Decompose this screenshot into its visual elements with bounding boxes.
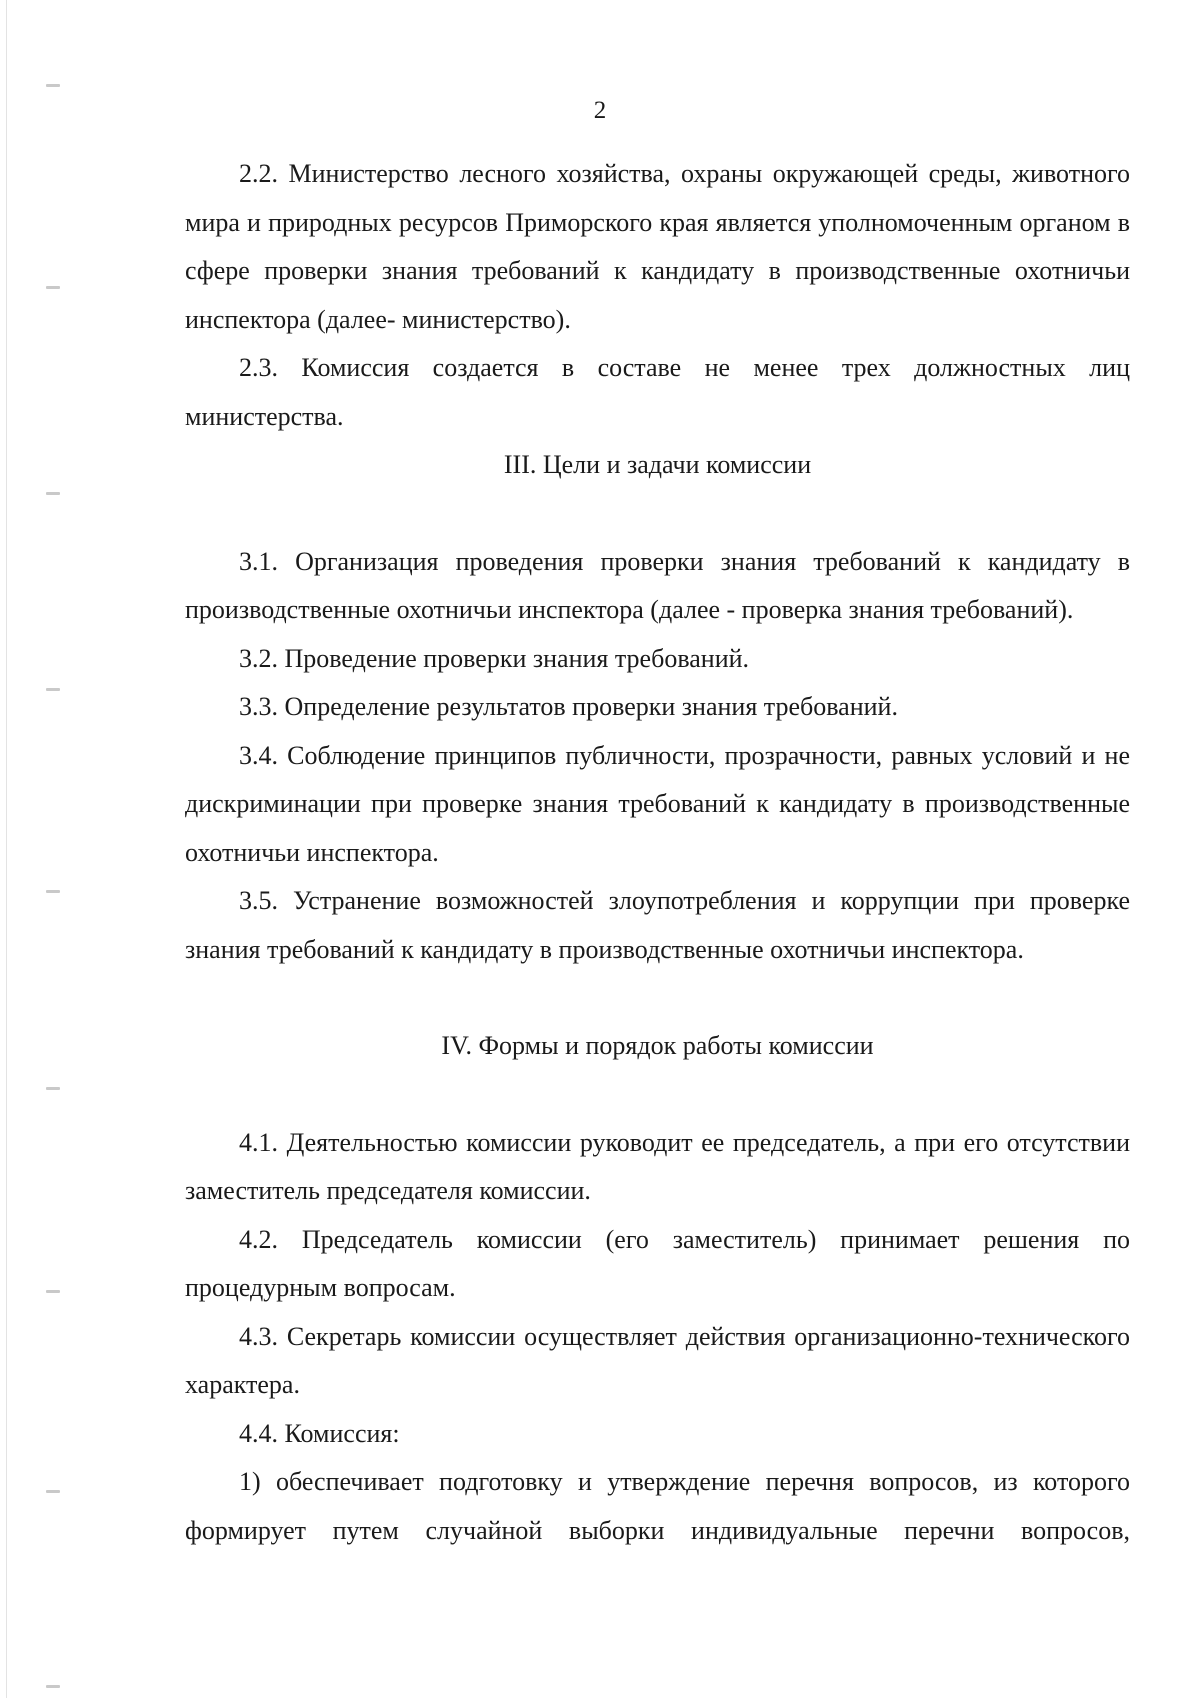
section-heading-3: III. Цели и задачи комиссии: [503, 450, 812, 479]
spacer: [185, 974, 1130, 1022]
scan-mark: [46, 688, 60, 691]
scan-edge-line: [6, 0, 7, 1698]
paragraph-2-3: 2.3. Комиссия создается в составе не менее трех должностных лиц министерства.: [185, 353, 1130, 431]
section-heading-4: IV. Формы и порядок работы комиссии: [441, 1031, 874, 1060]
scan-mark: [46, 1290, 60, 1293]
spacer: [185, 490, 1130, 538]
paragraph-3-2: 3.2. Проведение проверки знания требований.: [239, 643, 750, 673]
scan-mark: [46, 1087, 60, 1090]
paragraph-4-2: 4.2. Председатель комиссии (его заместитель) принимает решения по процедурным вопросам.: [185, 1224, 1130, 1302]
paragraph-4-3: 4.3. Секретарь комиссии осуществляет действия организационно-технического характера.: [185, 1321, 1130, 1399]
list-item-1: 1) обеспечивает подготовку и утверждение перечня вопросов, из которого формирует путем случайной выборки индивидуальные перечни вопросов,: [185, 1467, 1130, 1545]
spacer: [185, 1071, 1130, 1119]
page-number: 2: [593, 97, 607, 124]
paragraph-3-3: 3.3. Определение результатов проверки знания требований.: [239, 692, 898, 721]
scan-mark: [46, 1685, 60, 1688]
scan-mark: [46, 492, 60, 495]
paragraph-4-1: 4.1. Деятельностью комиссии руководит ее председатель, а при его отсутствии заместитель председателя комиссии.: [185, 1127, 1130, 1205]
scan-mark: [46, 890, 60, 893]
paragraph-2-2: 2.2. Министерство лесного хозяйства, охраны окружающей среды, животного мира и природных ресурсов Приморского края является уполномоченным органом в сфере проверки знания требований к кандидату в производственные охотничьи инспектора (далее- министерство).: [185, 159, 1130, 334]
document-body: [185, 150, 1130, 1555]
paragraph-4-4: 4.4. Комиссия:: [239, 1418, 400, 1448]
scan-mark: [46, 1490, 60, 1493]
paragraph-3-5: 3.5. Устранение возможностей злоупотребления и коррупции при проверке знания требований к кандидату в производственные охотничьи инспектора.: [185, 886, 1130, 964]
scan-mark: [46, 286, 60, 289]
scan-mark: [46, 84, 60, 87]
paragraph-3-4: 3.4. Соблюдение принципов публичности, прозрачности, равных условий и не дискриминации при проверке знания требований к кандидату в производственные охотничьи инспектора.: [185, 740, 1130, 867]
paragraph-3-1: 3.1. Организация проведения проверки знания требований к кандидату в производственные охотничьи инспектора (далее - проверка знания требований).: [185, 546, 1130, 624]
